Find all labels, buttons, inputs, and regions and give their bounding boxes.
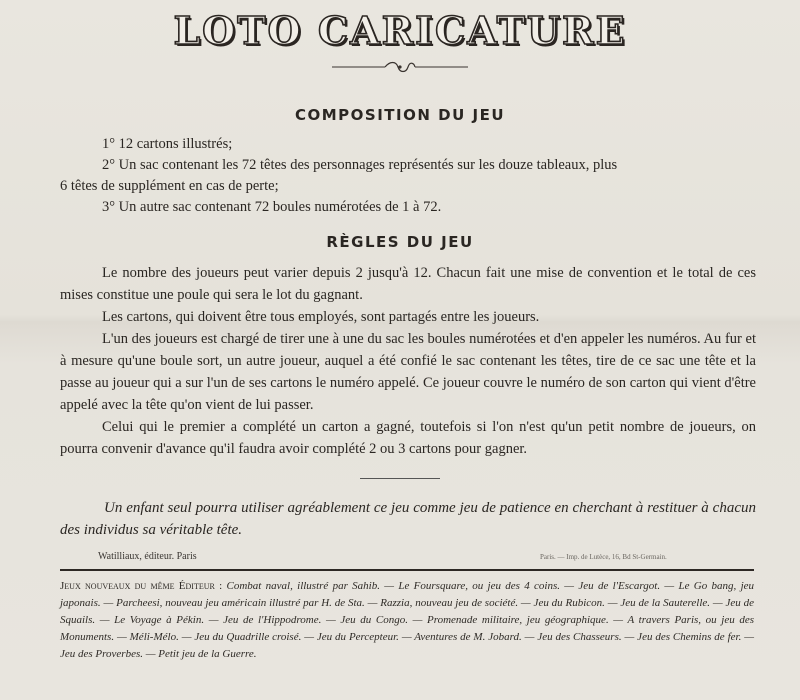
page-title: LOTO CARICATURE <box>173 8 627 53</box>
editor-credit: Watilliaux, éditeur. Paris <box>98 551 197 562</box>
composition-item: 3° Un autre sac contenant 72 boules numérotées de 1 à 72. <box>102 199 442 215</box>
rules-heading: RÈGLES DU JEU <box>326 233 474 251</box>
footer-lead: Jeux nouveaux du même Éditeur : <box>60 580 223 592</box>
rules-paragraph: L'un des joueurs est chargé de tirer une à une du sac les boules numérotées et d'en appeler les numéros. Au fur et à mesure qu'une boule sort, un autre joueur, auquel a été confié le sac contenant les têtes, tire de ce sac une tête et la passe au joueur qui a sur l'un de ses cartons le numéro appelé. Ce joueur couvre le numéro de son carton qui vient d'être appelé avec la tête qu'on vient de lui passer. <box>60 331 756 413</box>
rules-paragraph: Celui qui le premier a complété un carton a gagné, toutefois si l'on n'est qu'un petit nombre de joueurs, on pourra convenir d'avance qu'il faudra avoir complété 2 ou 3 cartons pour gagner. <box>60 419 756 457</box>
composition-list <box>60 134 760 218</box>
patience-note: Un enfant seul pourra utiliser agréablement ce jeu comme jeu de patience en cherchant à restituer à chacun des individus sa véritable tête. <box>60 500 756 538</box>
composition-heading: COMPOSITION DU JEU <box>294 106 506 124</box>
footer-games: Combat naval, illustré par Sahib. — Le Foursquare, ou jeu des 4 coins. — Jeu de l'Escargot. — Le Go bang, jeu japonais. — Parcheesi, nouveau jeu américain illustré par H. de Sta. — Razzia, nouveau jeu de société. — Jeu du Rubicon. — Jeu de la Sauterelle. — Jeu de Squails. — Le Voyage à Pékin. — Jeu de l'Hippodrome. — Jeu du Congo. — Promenade militaire, jeu géographique. — A travers Paris, ou jeu des Monuments. — Méli-Mélo. — Jeu du Quadrille croisé. — Jeu du Percepteur. — Aventures de M. Jobard. — Jeu des Chasseurs. — Jeu des Chemins de fer. — Jeu des Proverbes. — Petit jeu de la Guerre. <box>60 580 755 660</box>
short-divider <box>360 478 440 479</box>
composition-item: 2° Un sac contenant les 72 têtes des personnages représentés sur les douze tableaux, plus <box>102 157 618 173</box>
rules-body <box>60 262 756 460</box>
composition-item: 1° 12 cartons illustrés; <box>102 136 233 152</box>
rules-paragraph: Le nombre des joueurs peut varier depuis 2 jusqu'à 12. Chacun fait une mise de convention et le total de ces mises constitue une poule qui sera le lot du gagnant. <box>60 265 756 303</box>
printer-credit: Paris. — Imp. de Lutèce, 16, Bd St-Germain. <box>540 553 667 561</box>
other-games-list <box>60 578 754 663</box>
ornament-divider <box>330 60 470 74</box>
footer-divider <box>60 569 754 571</box>
composition-item: 6 têtes de supplément en cas de perte; <box>60 178 279 194</box>
rules-paragraph: Les cartons, qui doivent être tous employés, sont partagés entre les joueurs. <box>102 309 540 325</box>
